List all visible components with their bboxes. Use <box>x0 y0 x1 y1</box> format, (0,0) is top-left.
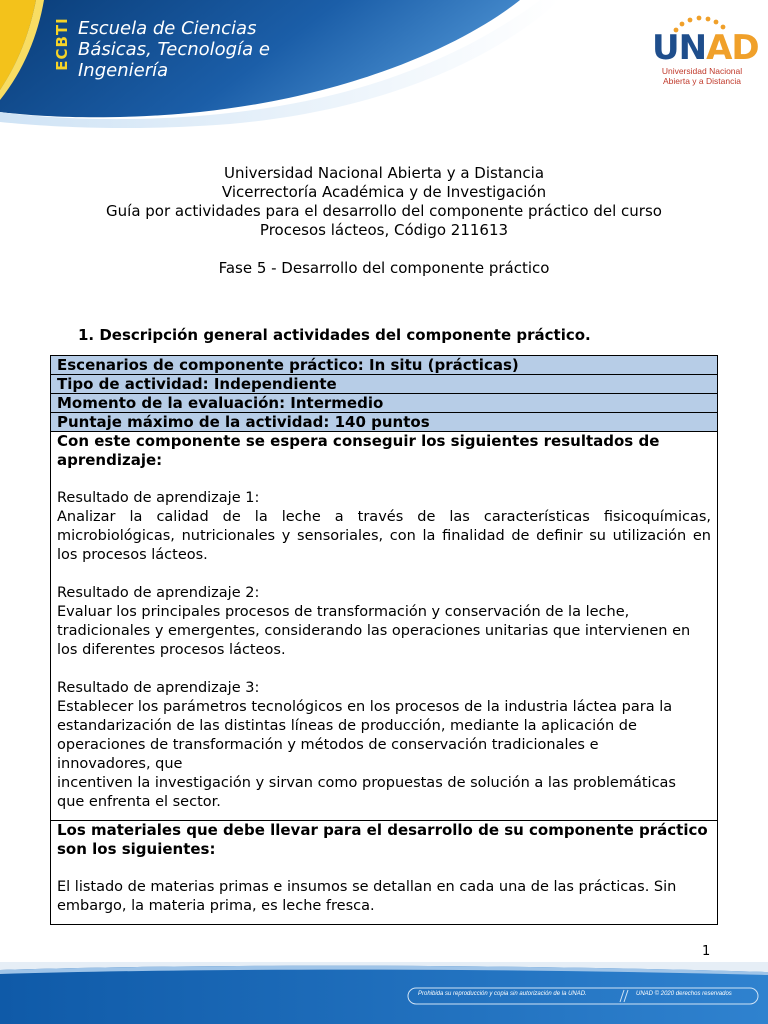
title-guide: Guía por actividades para el desarrollo del componente práctico del curso <box>106 202 662 220</box>
school-name <box>78 18 270 81</box>
outcome-2-label: Resultado de aprendizaje 2: <box>57 585 260 601</box>
outcomes-heading: Con este componente se espera conseguir los siguientes resultados de aprendizaje: <box>57 432 660 469</box>
page-number: 1 <box>702 944 711 959</box>
outcomes-cell <box>51 432 718 821</box>
outcome-2-text: Evaluar los principales procesos de transformación y conservación de la leche, tradicionales y emergentes, considerando las operaciones unitarias que intervienen en los diferentes procesos lácteos. <box>57 604 691 658</box>
materials-cell <box>51 821 718 925</box>
logo-subtitle <box>652 66 752 86</box>
materials-heading: Los materiales que debe llevar para el desarrollo de su componente práctico son los siguientes: <box>57 821 708 858</box>
footer-copyright: UNAD © 2020 derechos reservados <box>636 991 732 997</box>
outcome-3-line-2: estandarización de las distintas líneas de producción, mediante la aplicación de <box>57 718 637 734</box>
outcome-3-line-1: Establecer los parámetros tecnológicos en los procesos de la industria láctea para la <box>57 699 673 715</box>
title-vicerrectoria: Vicerrectoría Académica y de Investigación <box>221 183 547 201</box>
document-titles <box>0 164 768 240</box>
materials-text: El listado de materias primas e insumos se detallan en cada una de las prácticas. Sin embargo, la materia prima, es leche fresca. <box>57 879 677 914</box>
school-line-2: Básicas, Tecnología e <box>78 39 270 60</box>
title-course: Procesos lácteos, Código 211613 <box>259 221 509 239</box>
table-row <box>51 413 718 432</box>
unad-logo <box>652 14 759 86</box>
table-row <box>51 821 718 925</box>
row-evaluation-moment: Momento de la evaluación: Intermedio <box>51 394 718 413</box>
row-scenarios: Escenarios de componente práctico: In situ (prácticas) <box>51 356 718 375</box>
outcome-1-label: Resultado de aprendizaje 1: <box>57 490 260 506</box>
phase-title: Fase 5 - Desarrollo del componente práctico <box>218 259 550 277</box>
table-row <box>51 356 718 375</box>
section-heading: 1. Descripción general actividades del componente práctico. <box>78 326 591 344</box>
activity-table <box>50 355 718 925</box>
title-university: Universidad Nacional Abierta y a Distancia <box>223 164 545 182</box>
school-line-1: Escuela de Ciencias <box>78 18 257 39</box>
logo-ad: AD <box>706 28 759 68</box>
logo-sub-line-1: Universidad Nacional <box>661 66 743 76</box>
row-activity-type: Tipo de actividad: Independiente <box>51 375 718 394</box>
outcome-3-line-4: innovadores, que <box>57 756 183 772</box>
logo-un: UN <box>652 28 707 68</box>
logo-wordmark <box>652 28 759 68</box>
table-row <box>51 432 718 821</box>
school-line-3: Ingeniería <box>78 60 169 81</box>
table-row <box>51 394 718 413</box>
ecbti-tag <box>52 6 72 82</box>
outcome-3-line-3: operaciones de transformación y métodos de conservación tradicionales e <box>57 737 599 753</box>
outcome-1-text: Analizar la calidad de la leche a través de las características fisicoquímicas, microbiológicas, nutricionales y sensoriales, con la finalidad de definir su utilización en los procesos lácteos. <box>57 509 711 563</box>
outcome-3-line-6: que enfrenta el sector. <box>57 794 221 810</box>
header-banner <box>0 0 768 130</box>
outcome-3-line-5: incentiven la investigación y sirvan como propuestas de solución a las problemáticas <box>57 775 676 791</box>
ecbti-label: ECBTI <box>53 17 72 71</box>
logo-sub-line-2: Abierta y a Distancia <box>663 76 741 86</box>
table-row <box>51 375 718 394</box>
outcome-3-label: Resultado de aprendizaje 3: <box>57 680 260 696</box>
footer-notice: Prohibida su reproducción y copia sin autorización de la UNAD. <box>418 991 587 997</box>
row-max-score: Puntaje máximo de la actividad: 140 puntos <box>51 413 718 432</box>
